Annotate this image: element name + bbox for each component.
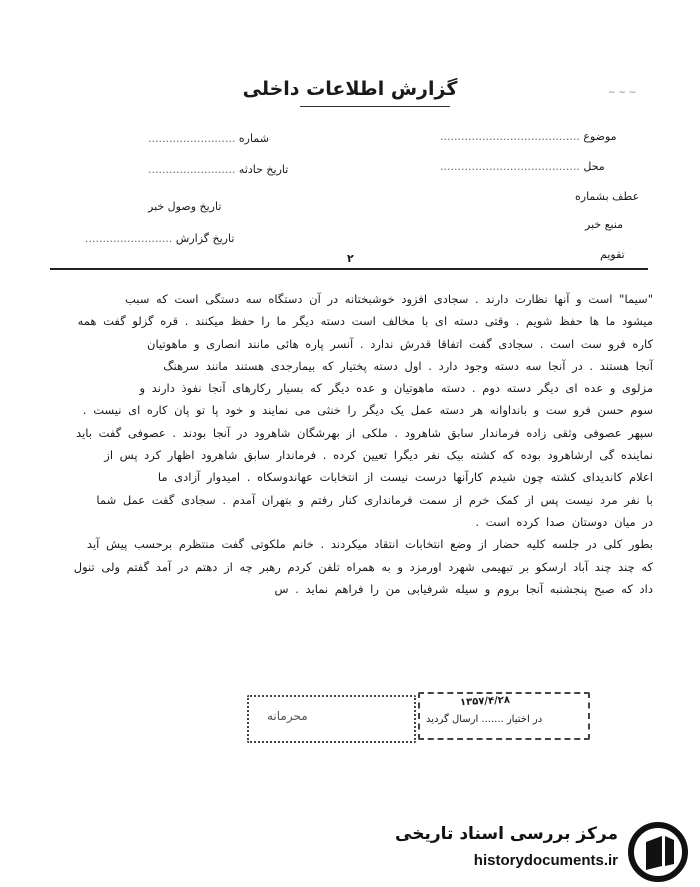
field-evaluation — [600, 248, 625, 261]
field-reference — [575, 190, 639, 203]
body-line: که چند چند آباد ارسکو بر تبهیمی شهرد اورمزد و به همراه تلفن کردم رهبر چه از دهتم در آمد گفتم ولی تنول — [73, 559, 653, 574]
dispatch-stamp — [418, 692, 590, 740]
field-subject — [440, 130, 617, 143]
body-line: بطور کلی در جلسه کلیه حضار از وضع انتخابات انتقاد میکردند . خانم ملکوتی گفت منتظرم برحسب پیش آید — [86, 537, 653, 552]
body-line: اعلام کاندیدای کشته چون شیدم کارآنها درست نیست از انتخابات عهاندوسکاه . امیدوار آزادی ما — [157, 470, 653, 485]
field-incident-date-label: تاریخ حادثه — [238, 163, 289, 176]
body-line: سپهر عصوفی وثقی زاده فرماندار سابق شاهرود . ملکی از بهرشگان شاهرود در آنجا بودند . عصوفی گفت باید — [76, 425, 653, 440]
field-report-date — [85, 232, 234, 245]
body-line: با نفر مرد نیست پس از کمک خرم از سمت فرمانداری کنار رفتم و بتهران آمدم . سجادی گفت عمل شما — [96, 492, 653, 507]
body-line: آنجا هستند . در آنجا سه دسته وجود دارد . اول دسته پختیار که بیمارجدی هستند مانند سرهنگ — [163, 358, 653, 373]
field-location-label: محل — [583, 160, 605, 173]
field-subject-dots: ........................................ — [440, 130, 580, 143]
body-line: نماینده گی ارشاهرود بوده که کشته بیک نفر دیگرا تعیین کرده . فرماندار سابق شاهرود اظهار کرد پس از — [104, 448, 653, 463]
field-number-label: شماره — [238, 132, 269, 145]
dispatch-stamp-text: در اختیار ....... ارسال گردید — [426, 714, 543, 725]
body-line: مزلوی و عده ای دیگر دسته دوم . دسته ماهوتیان و عده دیگر که بسیار رکارهای آنجا نفوذ دارند و — [139, 381, 653, 396]
body-line: در میان دوستان صدا کرده است . — [475, 514, 653, 529]
field-report-date-dots: ......................... — [85, 232, 173, 245]
field-source — [585, 218, 623, 231]
field-report-date-label: تاریخ گزارش — [175, 232, 235, 245]
field-location-dots: ........................................ — [440, 160, 580, 173]
title-underline — [300, 106, 450, 107]
field-evaluation-label: تقویم — [600, 248, 625, 261]
archive-url: historydocuments.ir — [473, 852, 618, 869]
confidential-stamp — [247, 695, 416, 743]
field-number-dots: ......................... — [148, 132, 236, 145]
page-number: ۲ — [347, 252, 354, 265]
corner-scribble: ~ ~ ~ — [608, 88, 637, 98]
header-divider — [50, 268, 648, 270]
form-title: گزارش اطلاعات داخلی — [242, 78, 458, 100]
dispatch-stamp-date: ۱۳۵۷/۴/۲۸ — [459, 694, 511, 709]
body-line: داد که صبح پنجشنبه آنجا بروم و سیله شرفیابی من را فراهم نماید . س — [274, 581, 653, 596]
report-body — [45, 288, 653, 600]
body-line: میشود ما ها حفظ شویم . وقتی دسته ای با مخالف است دسته دیگر ما را حفظ میکنند . قره گزلو گفت همه — [77, 314, 653, 329]
archive-name: مرکز بررسی اسناد تاریخی — [395, 824, 618, 844]
field-location — [440, 160, 605, 173]
field-reference-label: عطف بشماره — [575, 190, 640, 203]
confidential-stamp-text: محرمانه — [267, 709, 308, 723]
body-line: "سیما" است و آنها نظارت دارند . سجادی افزود خوشبختانه در آن دستگاه سه دستگی است که سبب — [124, 292, 653, 306]
field-subject-label: موضوع — [583, 130, 617, 143]
field-receipt-date-label: تاریخ وصول خبر — [148, 200, 222, 213]
archive-logo-icon — [628, 822, 688, 882]
field-number — [148, 132, 269, 145]
body-line: سوم حسن فرو ست و بانداوانه هر دسته عمل یک دیگر را خنثی می نمایند و خود پا تو پان کاره ای نیست . — [82, 403, 653, 418]
body-line: کاره فرو ست است . سجادی گفت اتفاقا قدرش ندارد . آنسر پاره هائی مانند انصاری و ماهوتیان — [147, 336, 653, 351]
field-source-label: منبع خبر — [585, 218, 624, 231]
field-incident-date — [148, 163, 288, 176]
archive-watermark — [395, 822, 700, 887]
field-receipt-date — [148, 200, 221, 213]
field-incident-date-dots: ......................... — [148, 163, 236, 176]
